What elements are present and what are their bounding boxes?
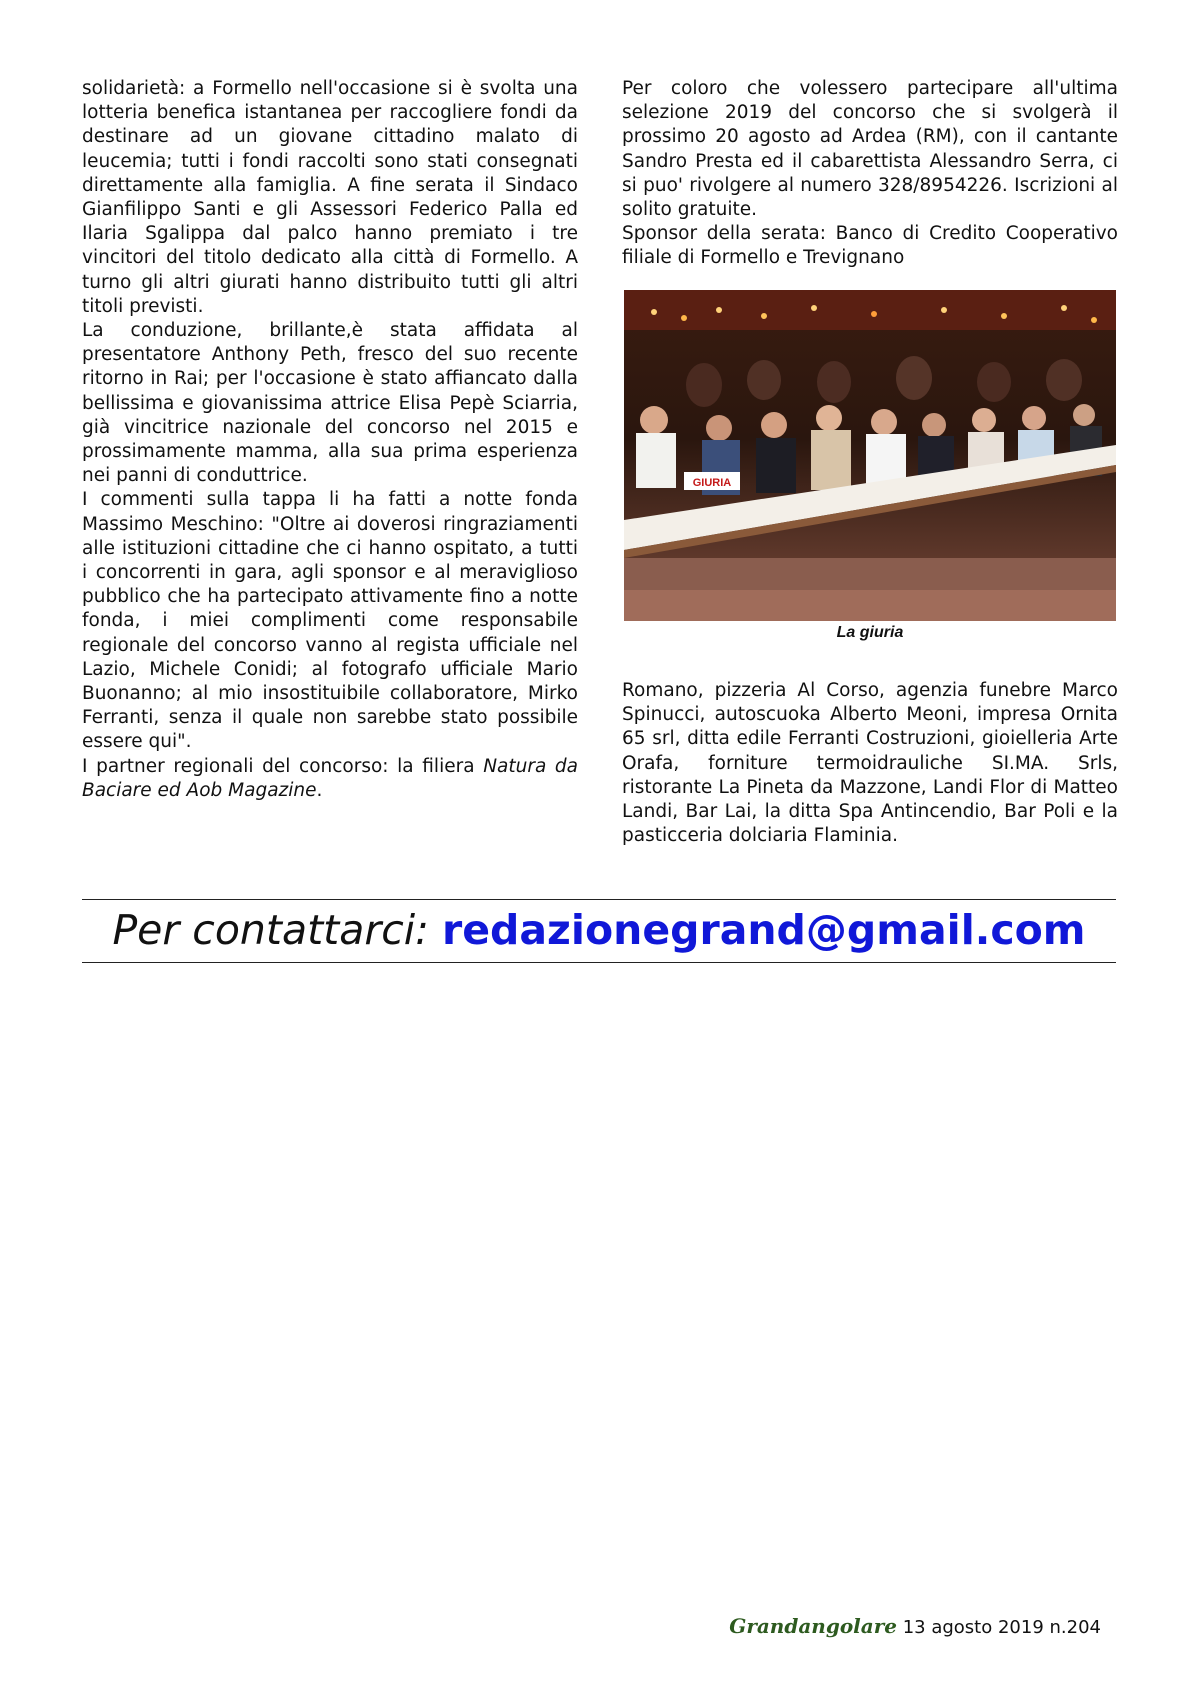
contact-bottom-rule xyxy=(82,962,1116,963)
page-footer xyxy=(729,1614,1101,1638)
partners-end: . xyxy=(316,779,323,801)
paragraph-solidarity: solidarietà: a Formello nell'occasione si è svolta una lotteria benefica istantanea per raccogliere fondi da destinare ad un giovane cittadino malato di leucemia; tutti i fondi raccolti sono stati consegnati direttamente alla famiglia. A fine serata il Sindaco Gianfilippo Santi e gli Assessori Federico Palla ed Ilaria Sgalippa dal palco hanno premiato i tre vincitori del titolo dedicato alla città di Formello. A turno gli altri giurati hanno distribuito tutti gli altri titoli previsti. xyxy=(82,78,578,317)
paragraph-next-selection: Per coloro che volessero partecipare all'ultima selezione 2019 del concorso che si svolgerà il prossimo 20 agosto ad Ardea (RM), con il cantante Sandro Presta ed il cabarettista Alessandro Serra, ci si puo' rivolgere al numero 328/8954226. Iscrizioni al solito gratuite. xyxy=(622,78,1118,221)
contact-banner xyxy=(82,902,1116,958)
jury-photo-image xyxy=(624,290,1116,621)
right-article-column-bottom xyxy=(622,679,1118,848)
contact-top-rule xyxy=(82,899,1116,900)
jury-sign: GIURIA xyxy=(692,477,732,489)
paragraph-host: La conduzione, brillante,è stata affidata al presentatore Anthony Peth, fresco del suo recente ritorno in Rai; per l'occasione è stato affiancato dalla bellissima e giovanissima attrice Elisa Pepè Sciarria, già vincitrice nazionale del concorso nel 2015 e prossimamente mamma, alla sua prima esperienza nei panni di conduttrice. xyxy=(82,320,578,487)
right-article-column-top xyxy=(622,77,1118,271)
paragraph-partners xyxy=(82,755,578,803)
partners-italic: Natura da Baciare ed Aob Magazine xyxy=(82,755,578,801)
paragraph-sponsors-intro: Sponsor della serata: Banco di Credito Cooperativo filiale di Formello e Trevignano xyxy=(622,223,1118,269)
contact-email-link[interactable]: redazionegrand@gmail.com xyxy=(442,906,1086,954)
jury-photo xyxy=(624,290,1116,621)
photo-caption: La giuria xyxy=(836,624,904,641)
partners-text: I partner regionali del concorso: la filiera xyxy=(82,755,484,777)
footer-issue: 13 agosto 2019 n.204 xyxy=(896,1617,1101,1638)
contact-label: Per contattarci: xyxy=(112,906,443,954)
footer-brand: Grandangolare xyxy=(729,1614,897,1638)
paragraph-comments: I commenti sulla tappa li ha fatti a notte fonda Massimo Meschino: "Oltre ai doverosi ringraziamenti alle istituzioni cittadine che ci hanno ospitato, a tutti i concorrenti in gara, agli sponsor e al meraviglioso pubblico che ha partecipato attivamente fino a notte fonda, i miei complimenti come responsabile regionale del concorso vanno al regista ufficiale nel Lazio, Michele Conidi; al fotografo ufficiale Mario Buonanno; al mio insostituibile collaboratore, Mirko Ferranti, senza il quale non sarebbe stato possibile essere qui". xyxy=(82,489,578,753)
left-article-column xyxy=(82,77,578,803)
paragraph-sponsors-list: Romano, pizzeria Al Corso, agenzia funebre Marco Spinucci, autoscuoka Alberto Meoni, impresa Ornita 65 srl, ditta edile Ferranti Costruzioni, gioielleria Arte Orafa, forniture termoidrauliche SI.MA. Srls, ristorante La Pineta da Mazzone, Landi Flor di Matteo Landi, Bar Lai, la ditta Spa Antincendio, Bar Poli e la pasticceria dolciaria Flaminia. xyxy=(622,680,1118,847)
